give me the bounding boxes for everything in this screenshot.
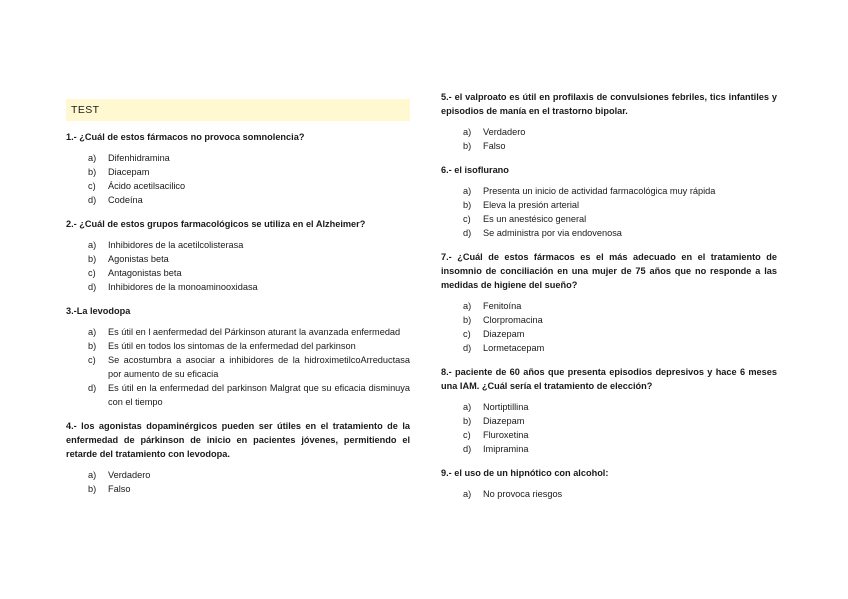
option-text: Es útil en l aenfermedad del Párkinson aturant la avanzada enfermedad	[108, 327, 401, 337]
answer-option	[441, 341, 777, 355]
answer-option	[66, 179, 410, 193]
option-text: Diacepam	[108, 167, 150, 177]
option-text: Diazepam	[483, 416, 525, 426]
option-letter: a)	[88, 240, 97, 250]
answer-options	[441, 400, 777, 456]
question-text: 6.- el isoflurano	[441, 165, 509, 175]
option-text: Lormetacepam	[483, 343, 545, 353]
question-text: 3.-La levodopa	[66, 306, 131, 316]
option-letter: a)	[463, 489, 472, 499]
option-letter: a)	[463, 127, 472, 137]
answer-option	[66, 353, 410, 381]
option-letter: b)	[463, 200, 472, 210]
left-question-list	[66, 130, 410, 496]
answer-option	[66, 165, 410, 179]
option-letter: a)	[463, 186, 472, 196]
option-letter: a)	[88, 470, 97, 480]
option-text: Ácido acetilsacilico	[108, 181, 186, 191]
answer-options	[441, 299, 777, 355]
option-letter: d)	[463, 444, 472, 454]
option-letter: c)	[88, 355, 96, 365]
question-text: 7.- ¿Cuál de estos fármacos es el más adecuado en el tratamiento de insomnio de conciliación en una mujer de 75 años que no responde a las medidas de higiene del sueño?	[441, 252, 777, 290]
option-text: Es útil en todos los sintomas de la enfermedad del parkinson	[108, 341, 356, 351]
question-text: 5.- el valproato es útil en profilaxis de convulsiones febriles, tics infantiles y episodios de manía en el trastorno bipolar.	[441, 92, 777, 116]
answer-option	[66, 468, 410, 482]
answer-option	[66, 266, 410, 280]
answer-option	[441, 442, 777, 456]
answer-option	[66, 482, 410, 496]
question-text: 4.- los agonistas dopaminérgicos pueden ser útiles en el tratamiento de la enfermedad de párkinson de inicio en pacientes jóvenes, permitiendo el retarde del tratamiento con levodopa.	[66, 421, 410, 459]
option-text: Presenta un inicio de actividad farmacológica muy rápida	[483, 186, 716, 196]
answer-option	[66, 381, 410, 409]
option-text: No provoca riesgos	[483, 489, 563, 499]
answer-option	[66, 193, 410, 207]
answer-option	[66, 339, 410, 353]
option-text: Nortiptillina	[483, 402, 529, 412]
option-text: Se acostumbra a asociar a inhibidores de la hidroximetilcoArreductasa por aumento de su eficacia	[108, 355, 410, 379]
test-banner: TEST	[66, 99, 410, 121]
option-letter: c)	[463, 214, 471, 224]
left-column	[66, 99, 410, 506]
option-letter: b)	[88, 167, 97, 177]
answer-option	[66, 325, 410, 339]
question-text: 8.- paciente de 60 años que presenta episodios depresivos y hace 6 meses una IAM. ¿Cuál sería el tratamiento de elección?	[441, 367, 777, 391]
option-letter: d)	[463, 228, 472, 238]
option-text: Inhibidores de la acetilcolisterasa	[108, 240, 244, 250]
answer-option	[441, 400, 777, 414]
option-letter: b)	[463, 315, 472, 325]
answer-option	[441, 184, 777, 198]
option-text: Es un anestésico general	[483, 214, 587, 224]
answer-options	[66, 325, 410, 409]
option-letter: b)	[463, 141, 472, 151]
option-text: Fluroxetina	[483, 430, 529, 440]
option-letter: a)	[88, 153, 97, 163]
answer-options	[441, 125, 777, 153]
option-text: Verdadero	[483, 127, 526, 137]
option-text: Diazepam	[483, 329, 525, 339]
option-text: Fenitoína	[483, 301, 522, 311]
answer-options	[441, 487, 777, 501]
answer-option	[441, 487, 777, 501]
answer-option	[441, 428, 777, 442]
option-letter: c)	[463, 430, 471, 440]
answer-option	[441, 327, 777, 341]
option-text: Es útil en la enfermedad del parkinson Malgrat que su eficacia disminuya con el tiempo	[108, 383, 410, 407]
answer-option	[441, 313, 777, 327]
option-text: Difenhidramina	[108, 153, 170, 163]
answer-option	[441, 299, 777, 313]
option-letter: a)	[463, 301, 472, 311]
option-text: Codeína	[108, 195, 143, 205]
option-letter: b)	[88, 484, 97, 494]
answer-options	[441, 184, 777, 240]
answer-option	[441, 212, 777, 226]
answer-option	[66, 151, 410, 165]
option-text: Falso	[483, 141, 506, 151]
question-text: 9.- el uso de un hipnótico con alcohol:	[441, 468, 609, 478]
answer-option	[441, 139, 777, 153]
option-text: Falso	[108, 484, 131, 494]
option-text: Imipramina	[483, 444, 529, 454]
option-letter: d)	[88, 195, 97, 205]
option-text: Eleva la presión arterial	[483, 200, 580, 210]
option-letter: c)	[463, 329, 471, 339]
question-text: 1.- ¿Cuál de estos fármacos no provoca somnolencia?	[66, 132, 305, 142]
right-question-list	[441, 90, 777, 501]
answer-options	[66, 468, 410, 496]
option-letter: d)	[88, 383, 97, 393]
option-text: Verdadero	[108, 470, 151, 480]
option-letter: c)	[88, 181, 96, 191]
option-letter: b)	[88, 254, 97, 264]
option-letter: c)	[88, 268, 96, 278]
answer-options	[66, 151, 410, 207]
answer-options	[66, 238, 410, 294]
option-letter: d)	[463, 343, 472, 353]
answer-option	[441, 226, 777, 240]
answer-option	[66, 252, 410, 266]
option-letter: b)	[88, 341, 97, 351]
answer-option	[66, 280, 410, 294]
answer-option	[66, 238, 410, 252]
option-text: Clorpromacina	[483, 315, 543, 325]
option-letter: a)	[463, 402, 472, 412]
answer-option	[441, 125, 777, 139]
option-letter: b)	[463, 416, 472, 426]
option-letter: d)	[88, 282, 97, 292]
option-letter: a)	[88, 327, 97, 337]
question-text: 2.- ¿Cuál de estos grupos farmacológicos se utiliza en el Alzheimer?	[66, 219, 366, 229]
answer-option	[441, 198, 777, 212]
option-text: Antagonistas beta	[108, 268, 182, 278]
answer-option	[441, 414, 777, 428]
option-text: Agonistas beta	[108, 254, 169, 264]
right-column	[441, 90, 777, 511]
option-text: Se administra por via endovenosa	[483, 228, 622, 238]
option-text: Inhibidores de la monoaminooxidasa	[108, 282, 258, 292]
